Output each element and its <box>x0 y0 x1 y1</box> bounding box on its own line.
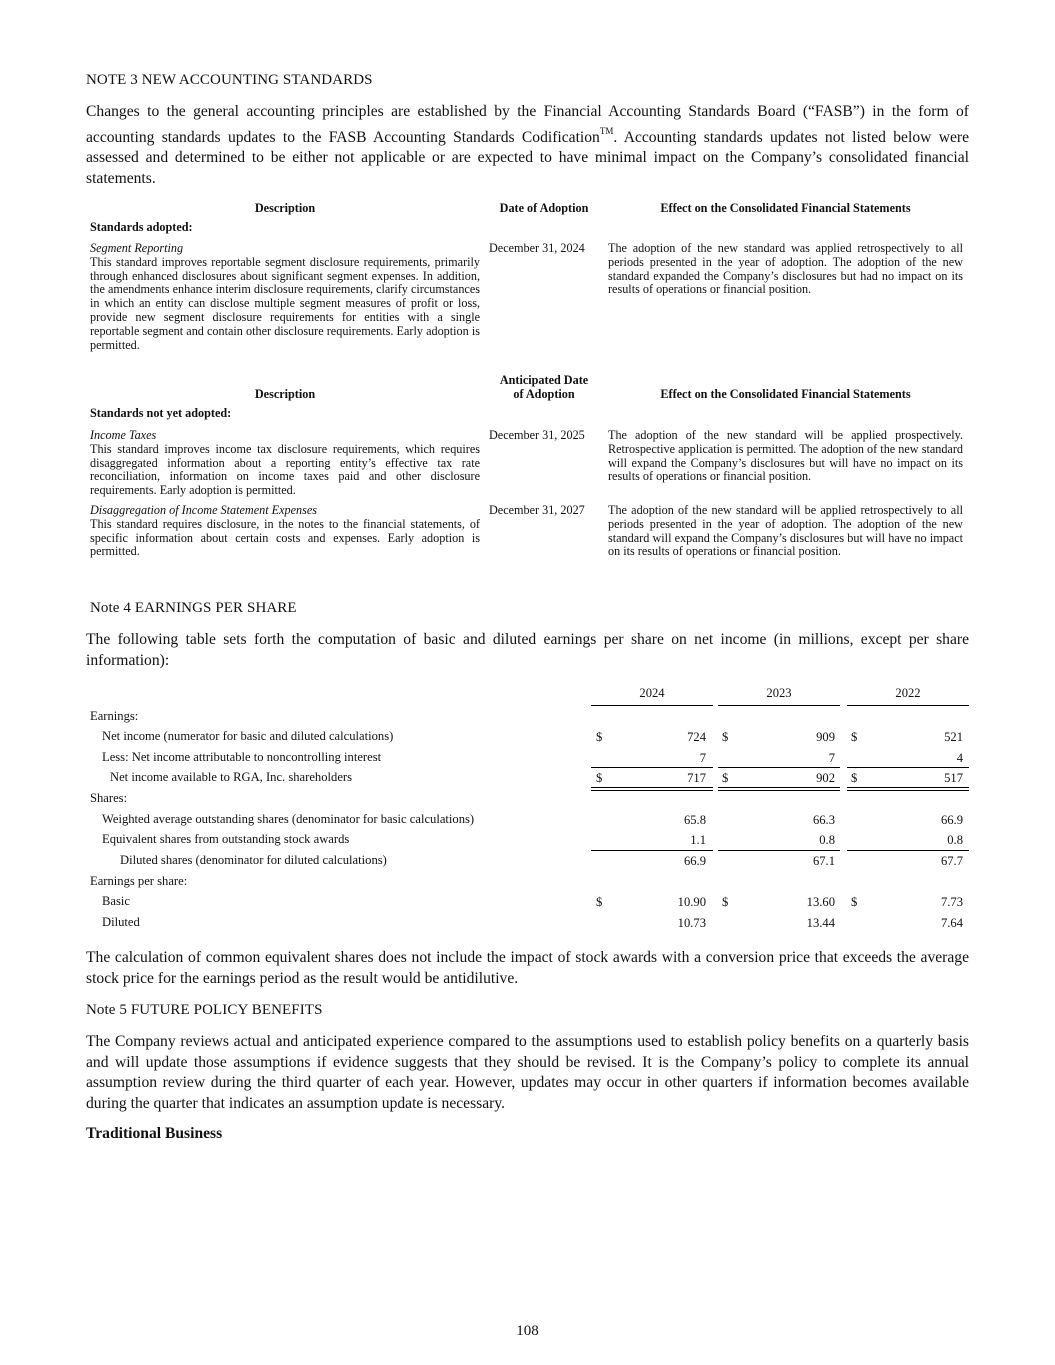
standard-effect: The adoption of the new standard will be applied prospectively. Retrospective application is permitted. The adoption of the new standard will expand the Company’s disclosures but will have no impact on its results of operations or financial position. <box>608 428 963 484</box>
table-row <box>86 874 969 894</box>
row-label: Weighted average outstanding shares (denominator for basic calculations) <box>102 812 475 826</box>
row-label: Net income (numerator for basic and diluted calculations) <box>102 729 394 743</box>
cell-value: 66.9 <box>940 813 963 827</box>
note3-intro <box>86 102 969 189</box>
traditional-business-subheading: Traditional Business <box>86 1125 223 1142</box>
table-row <box>86 729 969 749</box>
currency-symbol: $ <box>722 895 729 909</box>
standard-description-cell <box>90 242 480 352</box>
cell-value: 902 <box>816 771 835 785</box>
note5-intro: The Company reviews actual and anticipated experience compared to the assumptions used to establish policy benefits on a quarterly basis and will update those assumptions if evidence suggests that they should be revised. It is the Company’s policy to complete its annual assumption review during the third quarter of each year. However, updates may occur in other quarters if information becomes available during the quarter that indicates an assumption update is necessary. <box>86 1033 969 1112</box>
row-label: Equivalent shares from outstanding stock awards <box>102 832 350 846</box>
col-header-date: Date of Adoption <box>499 201 589 215</box>
row-label: Diluted shares (denominator for diluted calculations) <box>120 853 387 867</box>
currency-symbol: $ <box>851 895 858 909</box>
standard-description: This standard improves income tax disclosure requirements, which requires disaggregated information about a reporting entity’s effective tax rate reconciliation, information on income taxes paid and other disclosure requirements. Early adoption is permitted. <box>90 441 480 498</box>
note3-intro-part1: Changes to the general accounting principles are established by the Financial Accounting Standards Board (“FASB”) in the form of accounting standards updates to the FASB Accounting Standards Codification <box>86 103 969 146</box>
currency-symbol: $ <box>851 771 858 785</box>
standard-description: This standard requires disclosure, in the notes to the financial statements, of specific information about certain costs and expenses. Early adoption is permitted. <box>90 516 480 559</box>
currency-symbol: $ <box>722 730 729 744</box>
note3-intro-part2: . Accounting standards updates not listed below were assessed and determined to be either not applicable or are expected to have minimal impact on the Company’s consolidated financial statements. <box>86 128 969 187</box>
year-header: 2023 <box>718 686 840 706</box>
row-label: Less: Net income attributable to noncontrolling interest <box>102 750 382 764</box>
trademark-symbol: TM <box>599 125 614 136</box>
row-label: Earnings: <box>90 709 139 723</box>
cell-value: 724 <box>687 730 706 744</box>
cell-value: 7.73 <box>940 895 963 909</box>
table-row <box>86 832 969 852</box>
row-label: Net income available to RGA, Inc. shareholders <box>110 770 352 784</box>
cell-value: 7.64 <box>940 916 963 930</box>
col-header-description: Description <box>254 201 316 215</box>
cell-value: 517 <box>944 771 963 785</box>
section-label-adopted: Standards adopted: <box>90 220 193 234</box>
adoption-date: December 31, 2027 <box>489 503 585 517</box>
subtotal-rule <box>718 767 840 768</box>
row-label: Shares: <box>90 791 128 805</box>
currency-symbol: $ <box>596 730 603 744</box>
note4-footnote: The calculation of common equivalent shares does not include the impact of stock awards with a conversion price that exceeds the average stock price for the earnings period as the result would be antidilutive. <box>86 949 969 987</box>
cell-value: 13.60 <box>806 895 835 909</box>
col-header-effect: Effect on the Consolidated Financial Statements <box>660 387 911 401</box>
row-label: Basic <box>102 894 130 908</box>
col-header-effect: Effect on the Consolidated Financial Statements <box>660 201 911 215</box>
col-header-description: Description <box>254 387 316 401</box>
cell-value: 66.9 <box>683 854 706 868</box>
note3-heading: NOTE 3 NEW ACCOUNTING STANDARDS <box>86 72 373 88</box>
cell-value: 67.7 <box>940 854 963 868</box>
standard-title: Disaggregation of Income Statement Expenses <box>90 503 317 517</box>
cell-value: 909 <box>816 730 835 744</box>
page-number: 108 <box>516 1323 539 1339</box>
col-header-anticipated-date-line1: Anticipated Date <box>499 373 589 387</box>
adoption-date: December 31, 2025 <box>489 428 585 442</box>
section-label-pending: Standards not yet adopted: <box>90 406 232 420</box>
year-header: 2024 <box>591 686 713 706</box>
col-header-anticipated-date-line2: of Adoption <box>513 386 575 401</box>
cell-value: 65.8 <box>683 813 706 827</box>
currency-symbol: $ <box>722 771 729 785</box>
standard-effect: The adoption of the new standard was applied retrospectively to all periods presented in the year of adoption. The adoption of the new standard expanded the Company’s disclosures but had no impact on its results of operations or financial position. <box>608 241 963 297</box>
cell-value: 66.3 <box>812 813 835 827</box>
note5-heading: Note 5 FUTURE POLICY BENEFITS <box>86 1002 323 1018</box>
standard-title: Income Taxes <box>90 428 157 442</box>
cell-value: 1.1 <box>690 833 706 847</box>
cell-value: 7 <box>699 751 706 765</box>
note4-intro: The following table sets forth the computation of basic and diluted earnings per share on net income (in millions, except per share information): <box>86 631 969 669</box>
standard-title: Segment Reporting <box>90 241 184 255</box>
currency-symbol: $ <box>596 771 603 785</box>
cell-value: 4 <box>956 751 963 765</box>
table-row <box>86 853 969 873</box>
year-header: 2022 <box>847 686 969 706</box>
adoption-date: December 31, 2024 <box>489 241 585 255</box>
col-header-anticipated-date <box>484 374 604 402</box>
cell-value: 13.44 <box>806 916 835 930</box>
table-row <box>86 894 969 914</box>
standard-description: This standard improves reportable segment disclosure requirements, primarily through enhanced disclosures about significant segment expenses. In addition, the amendments enhance interim disclosure requirements, clarify circumstances in which an entity can disclose multiple segment measures of profit or loss, provide new segment disclosure requirements for entities with a single reportable segment and contain other disclosure requirements. Early adoption is permitted. <box>90 254 480 352</box>
currency-symbol: $ <box>851 730 858 744</box>
cell-value: 10.90 <box>677 895 706 909</box>
cell-value: 10.73 <box>677 916 706 930</box>
subtotal-rule <box>847 850 969 851</box>
cell-value: 67.1 <box>812 854 835 868</box>
table-row <box>86 791 969 811</box>
cell-value: 7 <box>828 751 835 765</box>
table-row <box>86 812 969 832</box>
subtotal-rule <box>591 767 713 768</box>
cell-value: 717 <box>687 771 706 785</box>
row-label: Earnings per share: <box>90 874 188 888</box>
subtotal-rule <box>718 850 840 851</box>
subtotal-rule <box>591 850 713 851</box>
standard-description-cell <box>90 504 480 559</box>
subtotal-rule <box>847 767 969 768</box>
cell-value: 0.8 <box>819 833 835 847</box>
cell-value: 0.8 <box>947 833 963 847</box>
standard-description-cell <box>90 429 480 498</box>
standard-effect: The adoption of the new standard will be applied retrospectively to all periods presented in the year of adoption. The adoption of the new standard will expand the Company’s disclosures but will have no impact on its results of operations or financial position. <box>608 503 963 559</box>
cell-value: 521 <box>944 730 963 744</box>
currency-symbol: $ <box>596 895 603 909</box>
note4-heading: Note 4 EARNINGS PER SHARE <box>90 600 297 616</box>
table-row <box>86 709 969 729</box>
table-row <box>86 915 969 935</box>
row-label: Diluted <box>102 915 140 929</box>
